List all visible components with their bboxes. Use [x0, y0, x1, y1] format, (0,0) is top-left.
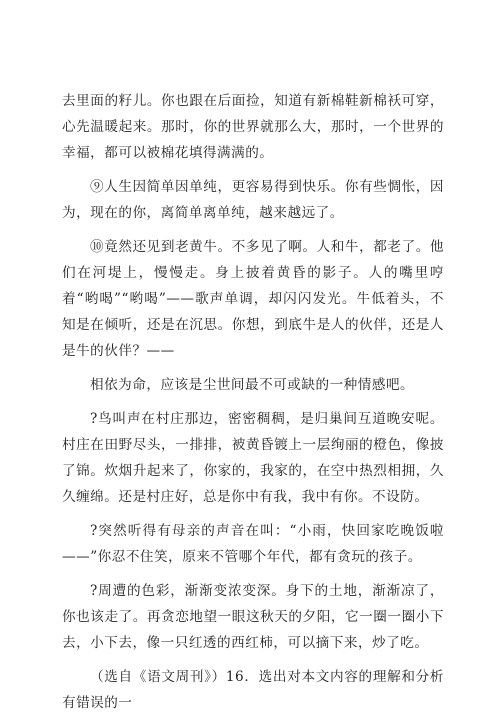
paragraph-cotton-memory: 去里面的籽儿。你也跟在后面捡，知道有新棉鞋新棉袄可穿，心先温暖起来。那时，你的世界就那么大，那时，一个世界的幸福，都可以被棉花填得满满的。 — [62, 93, 444, 161]
paragraph-sunset: ?周遭的色彩，渐渐变浓变深。身下的土地，渐渐凉了，你也该走了。再贪恋地望一眼这秋天的夕阳，它一圈一圈小下去，小下去，像一只红透的西红柿，可以摘下来，炒了吃。 — [62, 583, 444, 651]
paragraph-10-old-ox: ⑩竟然还见到老黄牛。不多见了啊。人和牛，都老了。他们在河堤上，慢慢走。身上披着黄昏的影子。人的嘴里哼着“哟喝”“哟喝”——歌声单调，却闪闪发光。牛低着头，不知是在倾听，还是在沉思。你想，到底牛是人的伙伴，还是人是牛的伙伴？—— — [62, 239, 444, 359]
paragraph-source-question: （选自《语文周刊》）16．选出对本文内容的理解和分析有错误的一 — [62, 669, 444, 711]
paragraph-9-simplicity: ⑨人生因简单因单纯，更容易得到快乐。你有些惆怅，因为，现在的你，离简单离单纯，越来越远了。 — [62, 179, 444, 221]
paragraph-mother-calling: ?突然听得有母亲的声音在叫：“小雨，快回家吃晚饭啦——”你忍不住笑，原来不管哪个年代，都有贪玩的孩子。 — [62, 523, 444, 565]
paragraph-companionship: 相依为命，应该是尘世间最不可或缺的一种情感吧。 — [90, 377, 415, 393]
paragraph-village-birds: ?鸟叫声在村庄那边，密密稠稠，是归巢间互道晚安呢。村庄在田野尽头，一排排，被黄昏镀上一层绚丽的橙色，像披了锦。炊烟升起来了，你家的，我家的，在空中热烈相拥，久久缠绵。还是村庄好，总是你中有我，我中有你。不设防。 — [62, 411, 444, 505]
body-text — [62, 88, 444, 724]
